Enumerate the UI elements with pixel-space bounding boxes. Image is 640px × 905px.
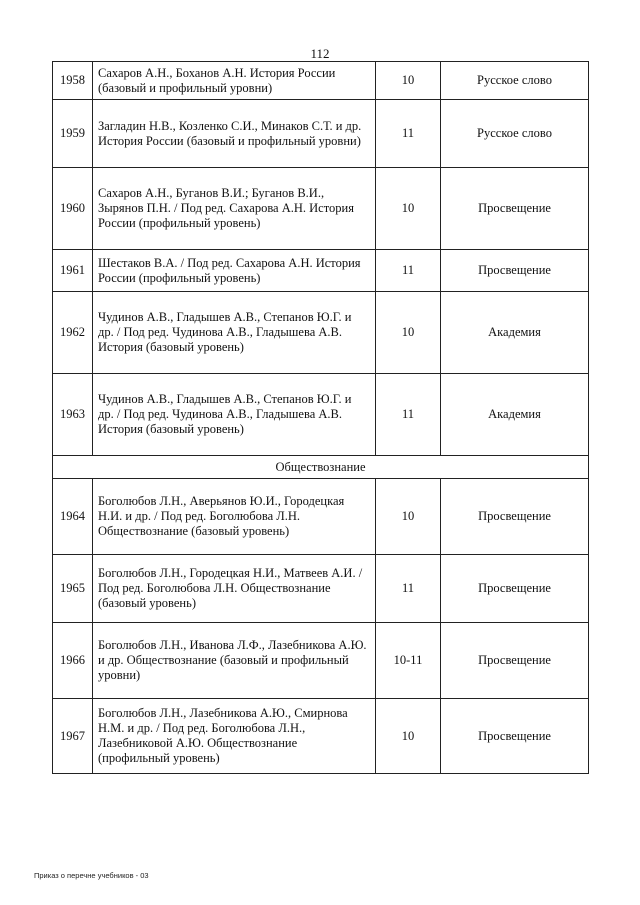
publisher: Академия — [441, 292, 589, 374]
publisher: Академия — [441, 374, 589, 456]
grade: 10 — [376, 292, 441, 374]
row-number: 1960 — [53, 168, 93, 250]
textbook-title: Сахаров А.Н., Боханов А.Н. История России (базовый и профильный уровни) — [93, 62, 376, 100]
section-heading: Обществознание — [53, 456, 589, 479]
row-number: 1963 — [53, 374, 93, 456]
grade: 10 — [376, 168, 441, 250]
table-row — [53, 479, 589, 555]
page-number: 112 — [310, 46, 330, 61]
grade: 11 — [376, 555, 441, 623]
publisher: Просвещение — [441, 168, 589, 250]
publisher: Просвещение — [441, 250, 589, 292]
footer-note: Приказ о перечне учебников - 03 — [34, 871, 149, 880]
grade: 10 — [376, 62, 441, 100]
textbook-title: Чудинов А.В., Гладышев А.В., Степанов Ю.Г. и др. / Под ред. Чудинова А.В., Гладышева А.В. История (базовый уровень) — [93, 292, 376, 374]
table-row — [53, 623, 589, 699]
publisher: Просвещение — [441, 479, 589, 555]
table-row — [53, 100, 589, 168]
grade: 10 — [376, 479, 441, 555]
textbook-table — [52, 61, 589, 774]
textbook-title: Боголюбов Л.Н., Аверьянов Ю.И., Городецкая Н.И. и др. / Под ред. Боголюбова Л.Н. Обществознание (базовый уровень) — [93, 479, 376, 555]
table-row — [53, 292, 589, 374]
row-number: 1964 — [53, 479, 93, 555]
textbook-title: Чудинов А.В., Гладышев А.В., Степанов Ю.Г. и др. / Под ред. Чудинова А.В., Гладышева А.В. История (базовый уровень) — [93, 374, 376, 456]
publisher: Просвещение — [441, 699, 589, 774]
publisher: Просвещение — [441, 555, 589, 623]
textbook-title: Боголюбов Л.Н., Лазебникова А.Ю., Смирнова Н.М. и др. / Под ред. Боголюбова Л.Н., Лазебниковой А.Ю. Обществознание (профильный уровень) — [93, 699, 376, 774]
row-number: 1965 — [53, 555, 93, 623]
grade: 11 — [376, 100, 441, 168]
row-number: 1966 — [53, 623, 93, 699]
textbook-title: Шестаков В.А. / Под ред. Сахарова А.Н. История России (профильный уровень) — [93, 250, 376, 292]
row-number: 1967 — [53, 699, 93, 774]
table-row — [53, 168, 589, 250]
textbook-title: Боголюбов Л.Н., Городецкая Н.И., Матвеев А.И. / Под ред. Боголюбова Л.Н. Обществознание (базовый уровень) — [93, 555, 376, 623]
publisher: Русское слово — [441, 62, 589, 100]
table-row — [53, 374, 589, 456]
table-row — [53, 555, 589, 623]
publisher: Русское слово — [441, 100, 589, 168]
row-number: 1962 — [53, 292, 93, 374]
grade: 11 — [376, 250, 441, 292]
table-row — [53, 699, 589, 774]
table-row — [53, 62, 589, 100]
row-number: 1958 — [53, 62, 93, 100]
grade: 10-11 — [376, 623, 441, 699]
textbook-title: Сахаров А.Н., Буганов В.И.; Буганов В.И., Зырянов П.Н. / Под ред. Сахарова А.Н. История России (профильный уровень) — [93, 168, 376, 250]
grade: 11 — [376, 374, 441, 456]
textbook-title: Загладин Н.В., Козленко С.И., Минаков С.Т. и др. История России (базовый и профильный уровни) — [93, 100, 376, 168]
grade: 10 — [376, 699, 441, 774]
section-row — [53, 456, 589, 479]
publisher: Просвещение — [441, 623, 589, 699]
row-number: 1959 — [53, 100, 93, 168]
row-number: 1961 — [53, 250, 93, 292]
textbook-title: Боголюбов Л.Н., Иванова Л.Ф., Лазебникова А.Ю. и др. Обществознание (базовый и профильный уровни) — [93, 623, 376, 699]
table-row — [53, 250, 589, 292]
